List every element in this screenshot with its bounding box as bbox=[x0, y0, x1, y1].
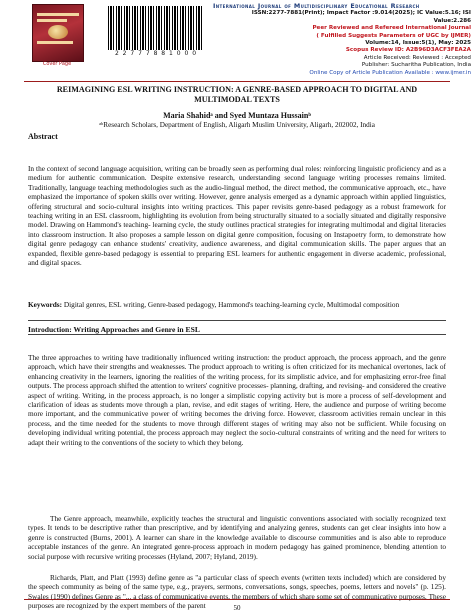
abstract-heading: Abstract bbox=[28, 132, 58, 141]
abstract-body: In the context of second language acquisition, writing can be broadly seen as performing dual roles: reinforcing linguistic proficiency and as a medium for authentic communication. Despite extensive research, understanding second language writing processes remains limited. Traditionally, language teaching methodologies such as the audio-lingual method, the direct method, the communicative approach, etc., have emphasized the importance of spoken skills over writing. However, genre analysis emerged as a dynamic approach within applied linguistics, offering structural and socio-cultural insights into writing practices. This paper revisits genre-based pedagogy as a robust framework for teaching writing in an ESL classroom, highlighting its evolution from being structurally situated to a socially situated and digitally responsive model. Drawing on Hammond's teaching- learning cycle, the study outlines practical strategies for integrating multimodal and digital literacies into classroom instruction. It also proposes a sample lesson on digital genre composition, focusing on Instapoetry form, to demonstrate how digital genre pedagogy can enhance students' creativity, audience awareness, and digital communication skills. The paper argues that an expanded, flexible genre-based pedagogy is essential to preparing ESL learners for authentic engagement in diverse academic, professional, and digital spaces. bbox=[28, 164, 446, 268]
body-paragraph-2: The Genre approach, meanwhile, explicitly teaches the structural and linguistic conventions associated with socially recognized text types. It tends to be descriptive rather than prescriptive, and by identifying and analyzing genres, students can get clear insights into how a genre is constructed (Burns, 2001). A learner can share in the knowledge available to discourse communities and is also able to reproduce acceptable instances of the genre. An integrated genre-process approach in modern pedagogy has gained prominence, blending attention to social purpose with recursive writing processes (Hyland, 2007; Hyland, 2019). bbox=[28, 514, 446, 561]
journal-header bbox=[0, 0, 474, 82]
cover-caption: Cover Page bbox=[42, 61, 72, 67]
journal-name: International Journal of Multidisciplinary Educational Research bbox=[213, 2, 420, 10]
body-paragraph-1: The three approaches to writing have traditionally influenced writing instruction: the product approach, the process approach, and the genre approach, which have their strengths and weaknesses. The product approach to writing is often criticized for its mechanical overtones, lack of enhancing creativity in the learners, ignoring the realities of the writing process, for its simplistic advice, and for emphasizing error-free final outputs. The process approach shifted the attention to writers' cognitive processes- planning, drafting, and revising- and considered the creative aspect of writing. Writing, in the process approach, is no longer a simplistic copying activity but is more a process of self-development and clarification of ideas as students move through a plan, revise, and edit stages of writing. Here, the audience and purpose of writing become more important, and the communicative power of writing becomes the driving force. However, classroom activities remain unclear in this process, and the time needed for the students to move through different stages of writing may also not be sufficient. While focusing on developing individual writing potential, the process approach may neglect the socio-cultural constraints of writing and the need for writers to adapt their writing to the conventions of the society to which they belong. bbox=[28, 353, 446, 447]
received-line: Article Received: Reviewed : Accepted bbox=[363, 54, 471, 61]
online-copy-link[interactable]: Online Copy of Article Publication Available : www.ijmer.in bbox=[309, 69, 471, 76]
section-heading: Introduction: Writing Approaches and Genre in ESL bbox=[28, 325, 200, 334]
volume-line: Volume:14, Issue:5(1), May: 2025 bbox=[365, 40, 471, 47]
issn-line: ISSN:2277-7881(Print); Impact Factor :9.014(2025); IC Value:5.16; ISI Value:2.286 bbox=[251, 10, 471, 24]
journal-info bbox=[213, 3, 471, 77]
peer-review-line: Peer Reviewed and Refereed International Journal bbox=[312, 25, 471, 32]
cover-stripe bbox=[37, 13, 79, 16]
header-divider bbox=[24, 81, 450, 82]
publisher-line: Publisher: Sucharitha Publication, India bbox=[361, 62, 471, 69]
barcode-icon bbox=[108, 6, 204, 50]
keywords bbox=[28, 300, 446, 309]
body-paragraph-3: Richards, Platt, and Platt (1993) define genre as "a particular class of speech events (written texts included) which are considered by the speech community as being of the same type, e.g., prayers, sermons, conversations, songs, speeches, poems, letters and novels" (p. 125). Swales (1990) defines Genre as "... a class of communicative events, the members of which share some set of communicative purposes. These purposes are recognized by the expert members of the parent bbox=[28, 573, 446, 611]
globe-icon bbox=[48, 25, 68, 39]
section-divider-top bbox=[28, 320, 446, 321]
keywords-list: Digital genres, ESL writing, Genre-based pedagogy, Hammond's teaching-learning cycle, Multimodal composition bbox=[62, 300, 400, 309]
page-number: 50 bbox=[233, 604, 241, 612]
ugc-line: ( Fulfilled Suggests Parameters of UGC by IJMER) bbox=[316, 32, 471, 39]
scopus-line: Scopus Review ID: A2B96D3ACF3FEA2A bbox=[345, 47, 471, 54]
article-title: REIMAGINING ESL WRITING INSTRUCTION: A GENRE-BASED APPROACH TO DIGITAL AND MULTIMODAL TEXTS bbox=[56, 85, 418, 104]
section-divider-bottom bbox=[28, 334, 446, 335]
barcode-digits: 2 2 7 7 7 8 8 1 0 0 0 bbox=[114, 50, 198, 57]
keywords-label: Keywords: bbox=[28, 300, 63, 309]
author-affiliation: ᵃᵇResearch Scholars, Department of English, Aligarh Muslim University, Aligarh, 202002, India bbox=[99, 121, 375, 129]
cover-stripe bbox=[37, 41, 73, 44]
article-authors: Maria Shahidᵃ and Syed Muntaza Hussainᵇ bbox=[163, 111, 311, 120]
cover-image bbox=[32, 4, 84, 62]
cover-stripe bbox=[37, 19, 67, 22]
footer-divider bbox=[24, 599, 450, 600]
